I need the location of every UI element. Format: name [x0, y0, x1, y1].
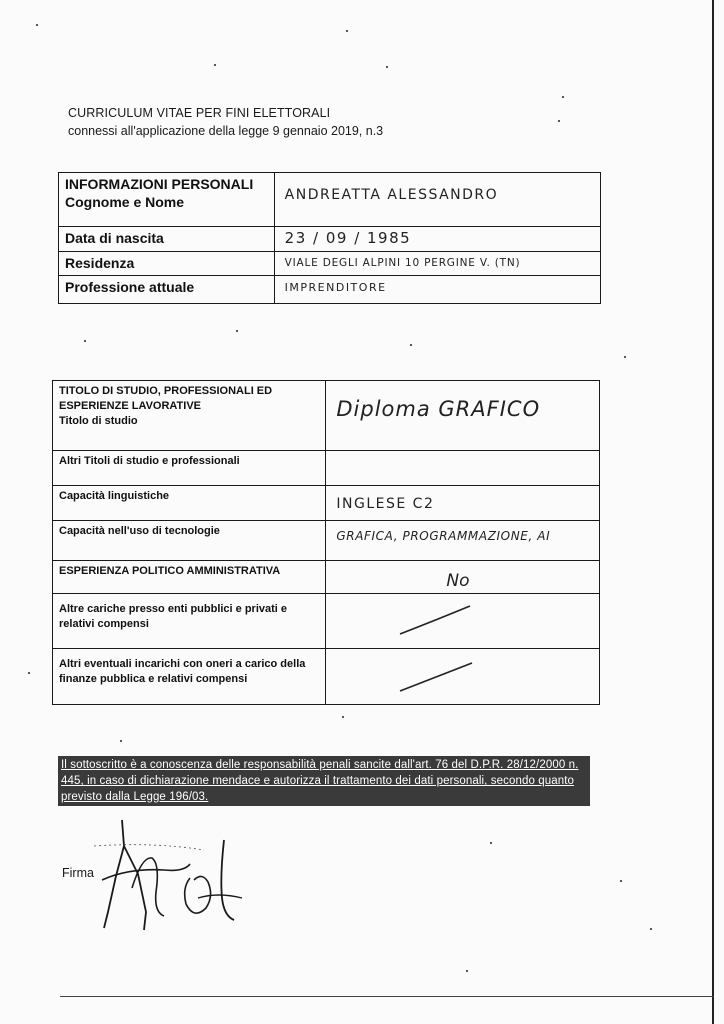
other-titles-value — [326, 451, 600, 486]
scan-speck — [236, 330, 238, 332]
name-label: Cognome e Nome — [65, 194, 185, 210]
personal-section-label: INFORMAZIONI PERSONALI — [65, 176, 254, 192]
other-charges-label: Altri eventuali incarichi con oneri a carico della finanze pubblica e relativi compensi — [53, 649, 326, 705]
title-value-cell — [326, 381, 600, 451]
signature-label: Firma — [62, 866, 94, 880]
birth-value: 23 / 09 / 1985 — [274, 227, 600, 252]
declaration-text: Il sottoscritto è a conoscenza delle responsabilità penali sancite dall'art. 76 del D.P.R. 28/12/2000 n. 445, in caso di dichiarazione mendace e autorizza il trattamento dei dati personali, secondo quanto previsto dalla Legge 196/03. — [58, 756, 590, 806]
scan-speck — [386, 66, 388, 68]
header-title: CURRICULUM VITAE PER FINI ELETTORALI — [68, 106, 331, 120]
scan-speck — [36, 24, 38, 26]
education-table — [52, 380, 600, 705]
languages-label: Capacità linguistiche — [53, 486, 326, 521]
personal-info-table — [58, 172, 601, 304]
scan-speck — [28, 672, 30, 674]
scan-speck — [410, 344, 412, 346]
scan-speck — [466, 970, 468, 972]
tech-value: GRAFICA, PROGRAMMAZIONE, AI — [336, 529, 551, 543]
tech-label: Capacità nell'uso di tecnologie — [53, 521, 326, 561]
table-row — [53, 486, 600, 521]
table-row — [53, 561, 600, 594]
name-value: ANDREATTA ALESSANDRO — [284, 187, 499, 203]
scan-speck — [562, 96, 564, 98]
other-charges-value-cell — [326, 649, 600, 705]
table-row — [53, 451, 600, 486]
scan-speck — [620, 880, 622, 882]
scan-speck — [490, 842, 492, 844]
education-label-cell — [53, 381, 326, 451]
residence-value: VIALE DEGLI ALPINI 10 PERGINE V. (TN) — [274, 252, 600, 276]
scan-speck — [624, 356, 626, 358]
table-row — [53, 381, 600, 451]
name-value-cell — [274, 173, 600, 227]
scan-speck — [84, 340, 86, 342]
education-section-label: TITOLO DI STUDIO, PROFESSIONALI ED — [59, 385, 273, 397]
other-roles-label: Altre cariche presso enti pubblici e privati e relativi compensi — [53, 594, 326, 649]
political-value: No — [446, 571, 470, 591]
page-edge-right — [712, 0, 714, 1024]
political-value-cell — [326, 561, 600, 594]
other-titles-label: Altri Titoli di studio e professionali — [53, 451, 326, 486]
table-row — [53, 521, 600, 561]
tech-value-cell — [326, 521, 600, 561]
page-edge-bottom — [60, 996, 714, 997]
table-row — [59, 252, 601, 276]
profession-value: IMPRENDITORE — [274, 276, 600, 304]
other-roles-value-cell — [326, 594, 600, 649]
scan-speck — [346, 30, 348, 32]
title-value: Diploma GRAFICO — [336, 397, 541, 421]
education-section-label-2: ESPERIENZE LAVORATIVE — [59, 400, 202, 412]
strike-line — [336, 596, 589, 644]
residence-label: Residenza — [59, 252, 275, 276]
table-row — [53, 594, 600, 649]
name-label-cell — [59, 173, 275, 227]
scan-speck — [120, 740, 122, 742]
languages-value-cell — [326, 486, 600, 521]
strike-line — [336, 651, 589, 699]
scan-speck — [214, 64, 216, 66]
table-row — [53, 649, 600, 705]
table-row — [59, 173, 601, 227]
table-row — [59, 276, 601, 304]
languages-value: INGLESE C2 — [336, 496, 435, 512]
scan-speck — [650, 928, 652, 930]
political-label: ESPERIENZA POLITICO AMMINISTRATIVA — [53, 561, 326, 594]
handwritten-signature — [94, 816, 264, 941]
birth-label: Data di nascita — [59, 227, 275, 252]
table-row — [59, 227, 601, 252]
title-label: Titolo di studio — [59, 415, 138, 427]
document-header — [68, 104, 383, 140]
profession-label: Professione attuale — [59, 276, 275, 304]
scan-speck — [558, 120, 560, 122]
scan-speck — [342, 716, 344, 718]
header-subtitle: connessi all'applicazione della legge 9 gennaio 2019, n.3 — [68, 124, 384, 138]
